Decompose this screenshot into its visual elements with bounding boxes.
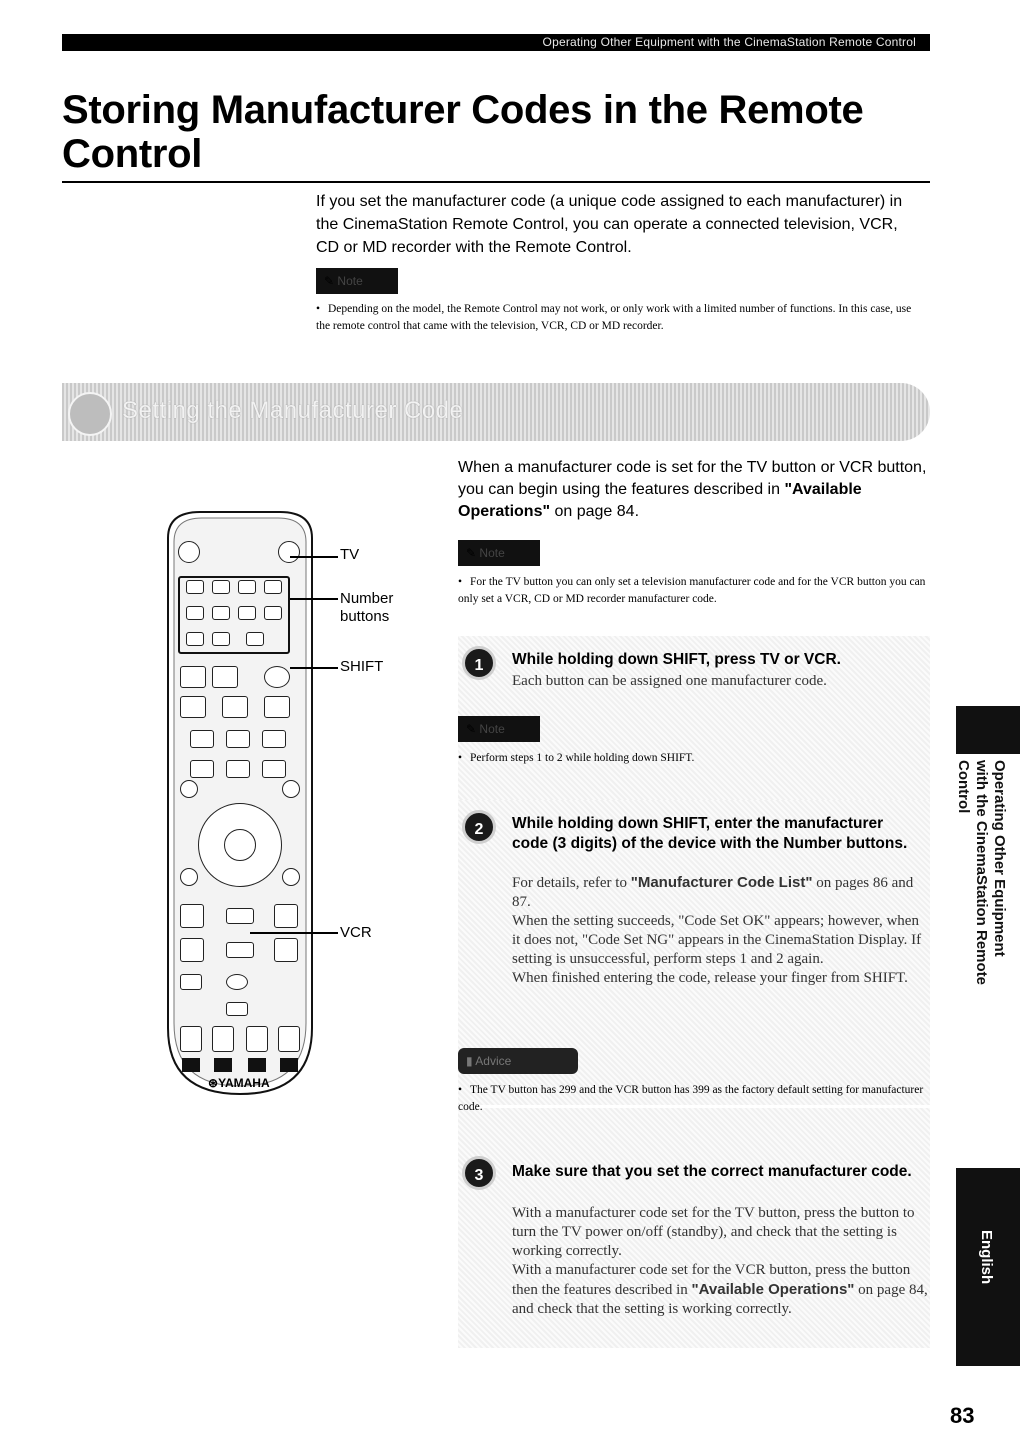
channel-up-button-icon bbox=[180, 904, 204, 928]
volume-down-button-icon bbox=[180, 696, 206, 718]
page-title-line2: Control bbox=[62, 132, 203, 176]
note-pen-icon: ✎ bbox=[324, 274, 335, 288]
small-button-icon bbox=[226, 1002, 248, 1016]
mode-icon-2 bbox=[214, 1058, 232, 1072]
num-button-7 bbox=[238, 606, 256, 620]
note-3: • Perform steps 1 to 2 while holding down SHIFT. bbox=[458, 752, 695, 764]
remote-brand-text: YAMAHA bbox=[218, 1076, 270, 1090]
forward-button-icon bbox=[262, 730, 286, 748]
round-button-icon bbox=[180, 868, 198, 886]
num-button-8 bbox=[264, 606, 282, 620]
note-tag-1-label: Note bbox=[337, 274, 363, 288]
stop-button-icon bbox=[226, 730, 250, 748]
page-title bbox=[62, 88, 942, 176]
note-2-text: For the TV button you can only set a television manufacturer code and for the VCR button you can only set a VCR, CD or MD recorder manufacturer code. bbox=[458, 576, 926, 605]
volume-up-button-icon bbox=[180, 666, 206, 688]
tv-label: TV bbox=[340, 546, 360, 563]
title-divider bbox=[62, 181, 930, 183]
advice-text: The TV button has 299 and the VCR button has 399 as the factory default setting for manufacturer code. bbox=[458, 1084, 924, 1113]
tv-volume-down-button-icon bbox=[274, 938, 298, 962]
step-3-text-1: With a manufacturer code set for the TV button, press the button to turn the TV power on/off (standby), and check that the setting is working correctly. bbox=[512, 1205, 915, 1259]
step-2-number: 2 bbox=[462, 810, 496, 844]
step-3-number: 3 bbox=[462, 1156, 496, 1190]
section-icon bbox=[68, 392, 112, 436]
remote-brand-logo bbox=[208, 1076, 270, 1090]
intro-paragraph: If you set the manufacturer code (a unique code assigned to each manufacturer) in the CinemaStation Remote Control, you can operate a connected television, VCR, CD or MD recorder with the Remote Control. bbox=[316, 193, 903, 256]
shift-button-icon bbox=[264, 666, 290, 688]
note-3-text: Perform steps 1 to 2 while holding down SHIFT. bbox=[470, 752, 695, 764]
lead-paragraph bbox=[458, 457, 933, 523]
section-title: Setting the Manufacturer Code bbox=[122, 397, 464, 424]
play-button-icon bbox=[226, 760, 250, 778]
step-2-link-code-list: "Manufacturer Code List" bbox=[630, 874, 813, 891]
number-label-line2: buttons bbox=[340, 608, 390, 625]
advice-tag-label: Advice bbox=[475, 1054, 512, 1068]
step-3-link-available-operations: "Available Operations" bbox=[691, 1281, 855, 1298]
note-pen-icon: ✎ bbox=[466, 722, 477, 736]
note-1-text: Depending on the model, the Remote Control may not work, or only work with a limited number of functions. In this case, use the remote control that came with the television, VCR, CD or MD recorder. bbox=[316, 303, 912, 332]
num-button-4 bbox=[264, 580, 282, 594]
step-1-body: Each button can be assigned one manufacturer code. bbox=[512, 673, 827, 689]
vcr-label: VCR bbox=[340, 924, 372, 941]
shift-label: SHIFT bbox=[340, 658, 384, 675]
round-button-icon bbox=[180, 780, 198, 798]
advice-tag bbox=[458, 1048, 578, 1074]
page-number: 83 bbox=[950, 1403, 975, 1428]
note-1: • Depending on the model, the Remote Control may not work, or only work with a limited number of functions. In this case, use the remote control that came with the television, VCR, CD or MD recorder. bbox=[316, 303, 912, 332]
skip-back-button-icon bbox=[190, 760, 214, 778]
advice: • The TV button has 299 and the VCR button has 399 as the factory default setting for manufacturer code. bbox=[458, 1084, 924, 1113]
page-title-line1: Storing Manufacturer Codes in the Remote bbox=[62, 88, 864, 132]
advice-icon: ▮ bbox=[466, 1054, 473, 1068]
step-2-body bbox=[512, 873, 930, 988]
language-tab bbox=[956, 1168, 1020, 1366]
step-2-title: While holding down SHIFT, enter the manufacturer code (3 digits) of the device with the Number buttons. bbox=[512, 815, 908, 852]
note-pen-icon: ✎ bbox=[466, 546, 477, 560]
lead-text-1: When a manufacturer code is set for the TV button or VCR button, you can begin using the features described in bbox=[458, 459, 927, 498]
step-2-text-2: on pages 86 and 87. bbox=[512, 875, 914, 910]
mode-icon-3 bbox=[248, 1058, 266, 1072]
step-2-text-1: For details, refer to bbox=[512, 875, 631, 891]
step-3-body bbox=[512, 1204, 930, 1319]
lead-link-available-operations: "Available Operations" bbox=[458, 481, 862, 520]
chapter-title-line1: Operating Other Equipment bbox=[991, 760, 1008, 957]
chapter-tab bbox=[956, 706, 1020, 754]
note-tag-3 bbox=[458, 716, 540, 742]
power-button-icon bbox=[178, 541, 200, 563]
mode-button-icon bbox=[212, 1026, 234, 1052]
num-button-5 bbox=[186, 606, 204, 620]
note-tag-2 bbox=[458, 540, 540, 566]
num-button-extra bbox=[246, 632, 264, 646]
enter-button-icon bbox=[224, 829, 256, 861]
note-tag-3-label: Note bbox=[479, 722, 505, 736]
step-3-text-2: With a manufacturer code set for the VCR button, press the button then the features described in bbox=[512, 1262, 911, 1298]
round-button-icon bbox=[282, 868, 300, 886]
rewind-button-icon bbox=[190, 730, 214, 748]
shift-leader-line bbox=[290, 667, 338, 669]
round-button-icon bbox=[282, 780, 300, 798]
running-header: Operating Other Equipment with the CinemaStation Remote Control bbox=[62, 34, 930, 51]
lead-text-2: on page 84. bbox=[550, 503, 640, 520]
step-2-text-3: When the setting succeeds, "Code Set OK" appears; however, when it does not, "Code Set NG" appears in the CinemaStation Display. If setting is unsuccessful, perform steps 1 and 2 again. bbox=[512, 913, 922, 967]
note-tag-1 bbox=[316, 268, 398, 294]
tv-input-button-icon bbox=[226, 942, 254, 958]
step-1-number: 1 bbox=[462, 646, 496, 680]
mode-button-icon bbox=[180, 1026, 202, 1052]
mute-button-icon bbox=[226, 908, 254, 924]
step-3-text-3: on page 84, and check that the setting is working correctly. bbox=[512, 1282, 928, 1317]
menu-button-icon bbox=[222, 696, 248, 718]
num-button-6 bbox=[212, 606, 230, 620]
chapter-title-vertical bbox=[954, 760, 1008, 1000]
mode-icon-1 bbox=[182, 1058, 200, 1072]
num-button-1 bbox=[186, 580, 204, 594]
number-leader-line bbox=[290, 598, 338, 600]
mode-icon-4 bbox=[280, 1058, 298, 1072]
small-button-icon bbox=[180, 974, 202, 990]
num-button-3 bbox=[238, 580, 256, 594]
skip-forward-button-icon bbox=[262, 760, 286, 778]
remote-control-illustration bbox=[160, 508, 320, 1098]
note-2: • For the TV button you can only set a television manufacturer code and for the VCR button you can only set a VCR, CD or MD recorder manufacturer code. bbox=[458, 576, 926, 605]
step-3-title: Make sure that you set the correct manufacturer code. bbox=[512, 1163, 912, 1180]
num-button-0 bbox=[212, 632, 230, 646]
section-banner bbox=[62, 383, 930, 441]
channel-down-button-icon bbox=[180, 938, 204, 962]
yamaha-logo-icon: ⊛ bbox=[208, 1076, 219, 1090]
sound-button-icon bbox=[264, 696, 290, 718]
language-label: English bbox=[978, 1230, 995, 1285]
vcr-leader-line bbox=[250, 932, 338, 934]
tv-button-icon bbox=[278, 541, 300, 563]
note-tag-2-label: Note bbox=[479, 546, 505, 560]
number-buttons-label bbox=[340, 590, 393, 626]
number-label-line1: Number bbox=[340, 590, 394, 607]
num-button-9 bbox=[186, 632, 204, 646]
input-button-icon bbox=[212, 666, 238, 688]
chapter-title-line2: with the CinemaStation Remote Control bbox=[955, 760, 990, 986]
tv-volume-up-button-icon bbox=[274, 904, 298, 928]
step-2-text-4: When finished entering the code, release your finger from SHIFT. bbox=[512, 970, 908, 986]
tv-leader-line bbox=[290, 556, 338, 558]
mode-button-icon bbox=[278, 1026, 300, 1052]
mode-button-icon bbox=[246, 1026, 268, 1052]
vcr-button-icon bbox=[226, 974, 248, 990]
num-button-2 bbox=[212, 580, 230, 594]
step-1-title: While holding down SHIFT, press TV or VCR. bbox=[512, 651, 841, 668]
